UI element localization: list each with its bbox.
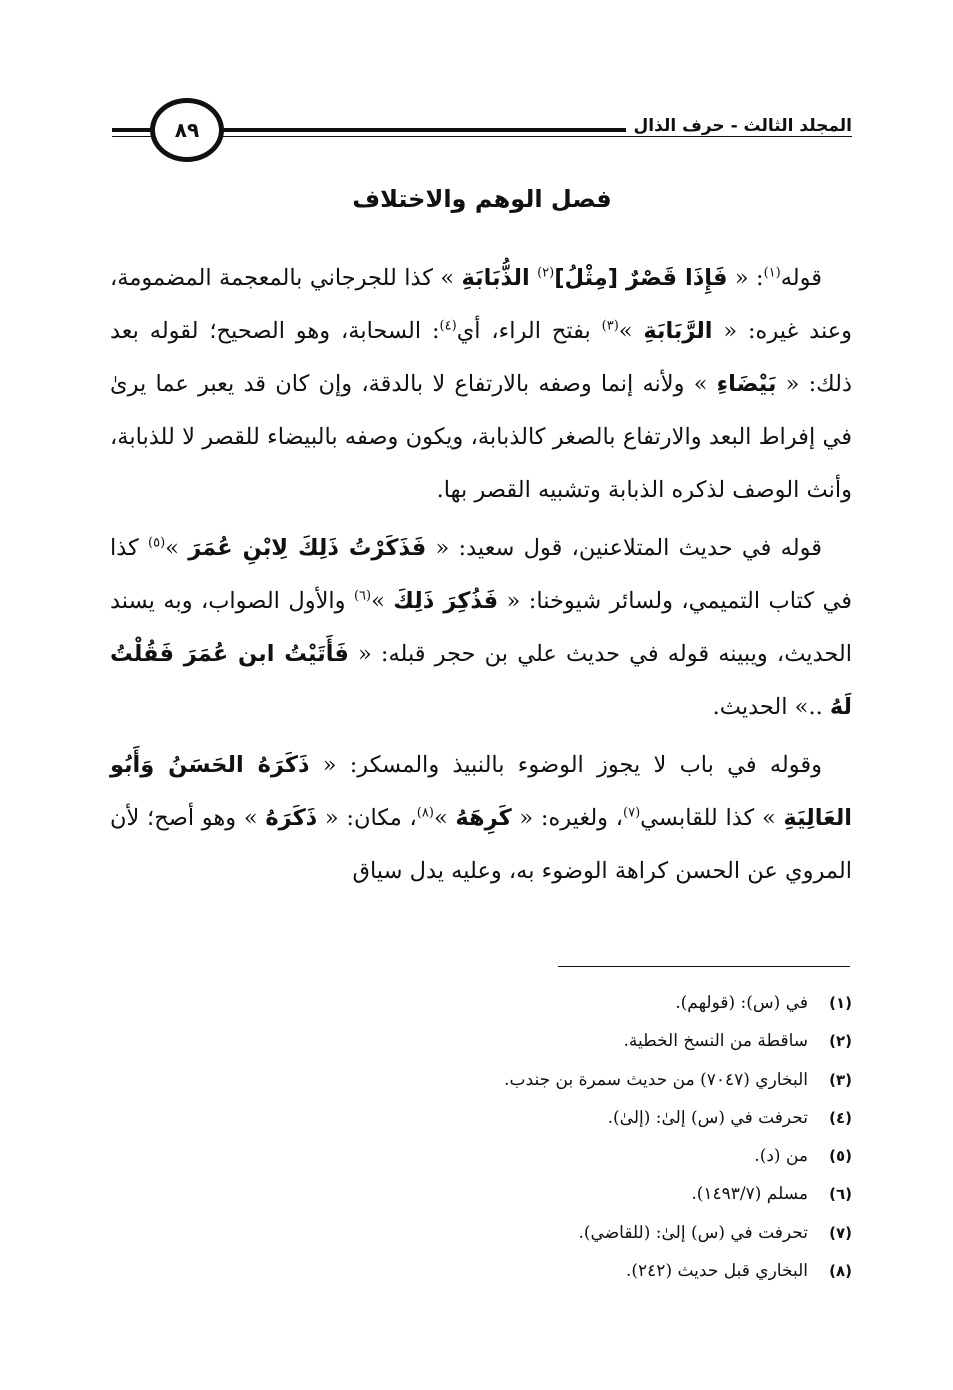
footnote-number: (٨) (829, 1262, 852, 1281)
footnote-ref: (٣) (601, 318, 619, 334)
paragraph (110, 522, 852, 734)
hadith-quote: ذَكَرَهُ (265, 805, 318, 831)
footnote-number: (٥) (829, 1147, 852, 1166)
footnote-text: ساقطة من النسخ الخطية. (623, 1031, 808, 1052)
text-run: ..» الحديث. (712, 694, 830, 720)
footnote-number: (٧) (829, 1223, 852, 1242)
footnote-list (152, 984, 852, 1290)
footnote-text: مسلم (١٤٩٣/٧). (691, 1184, 808, 1205)
footnote-text: البخاري (٧٠٤٧) من حديث سمرة بن جندب. (504, 1069, 808, 1090)
footnote-item (152, 1061, 852, 1099)
hadith-quote: كَرِهَهُ (455, 805, 512, 831)
hadith-quote: الذُّبَابَةِ (461, 265, 530, 291)
text-run: » (433, 805, 456, 831)
footnote-item (152, 1214, 852, 1252)
text-run: والأول الصواب، وبه يسند الحديث، ويبينه قوله في حديث علي بن حجر قبله: « (110, 588, 852, 667)
footnote-text: من (د). (754, 1146, 808, 1167)
footnote-number: (٤) (829, 1108, 852, 1127)
footnote-text: في (س): (قولهم). (675, 993, 808, 1013)
text-run: » كذا للجرجاني بالمعجمة المضمومة، وعند غيره: « (110, 265, 853, 344)
text-run: » (618, 318, 644, 344)
footnote-number: (١) (829, 994, 852, 1012)
text-run: ، مكان: « (317, 805, 417, 831)
text-run: وقوله في باب لا يجوز الوضوء بالنبيذ والمسكر: « (309, 752, 822, 778)
page-number: ٨٩ (174, 118, 200, 142)
text-run: » (371, 588, 394, 614)
text-run: » وهو أصح؛ لأن المروي عن الحسن كراهة الوضوء به، وعليه يدل سياق (110, 805, 852, 884)
footnote-text: تحرفت في (س) إلىٰ: (إلىٰ). (607, 1107, 808, 1128)
text-run: قوله (780, 265, 823, 291)
page-header (112, 92, 852, 172)
text-run: ، ولغيره: « (511, 805, 624, 831)
footnote-number: (٦) (829, 1185, 852, 1204)
text-run: قوله في حديث المتلاعنين، قول سعيد: « (426, 535, 822, 561)
hadith-quote: بَيْضَاءِ (716, 371, 777, 397)
footnote-ref: (٧) (623, 805, 641, 821)
footnote-item (152, 1175, 852, 1213)
footnote-item (152, 1022, 852, 1060)
paragraph (110, 739, 852, 898)
footnote-item (152, 1252, 852, 1290)
running-head: المجلد الثالث - حرف الذال (626, 116, 852, 136)
hadith-quote: فَذُكِرَ ذَلِكَ (393, 588, 499, 614)
hadith-quote: فَذَكَرْتُ ذَلِكَ لِابْنِ عُمَرَ (188, 535, 427, 561)
page-number-badge (150, 98, 224, 162)
footnote-ref: (٦) (353, 588, 372, 604)
footnote-ref: (٢) (537, 265, 555, 281)
text-run: : السحابة، وهو الصحيح؛ لقوله بعد ذلك: « (110, 318, 852, 397)
hadith-quote: الرَّبَابَةِ (643, 318, 713, 344)
text-run (530, 265, 537, 291)
text-run: : « (727, 265, 764, 291)
footnote-number: (٢) (829, 1032, 852, 1051)
footnote-text: تحرفت في (س) إلىٰ: (للقاضي). (578, 1222, 808, 1243)
footnote-ref: (١) (763, 265, 781, 281)
footnote-item (152, 1099, 852, 1137)
footnote-item (152, 984, 852, 1022)
text-run: » ولأنه إنما وصفه بالارتفاع لا بالدقة، وإن كان قد يعبر عما يرىٰ في إفراط البعد والارتفاع بالصغر كالذبابة، ويكون وصفه بالبيضاء للقصر لا للذبابة، وأنث الوصف لذكره الذبابة وتشبيه القصر بها. (110, 371, 852, 503)
text-run: بفتح الراء، أي (456, 318, 602, 344)
hadith-quote: فَإِذَا قَصْرٌ [مِثْلُ] (554, 265, 728, 291)
section-title: فصل الوهم والاختلاف (352, 185, 612, 213)
footnote-separator (558, 966, 850, 967)
hadith-quote: فَأَتَيْتُ ابن عُمَرَ فَقُلْتُ لَهُ (110, 641, 852, 720)
footnote-text: البخاري قبل حديث (٢٤٢). (626, 1261, 808, 1282)
footnote-item (152, 1137, 852, 1175)
footnote-ref: (٨) (416, 805, 434, 821)
footnote-ref: (٥) (148, 535, 166, 551)
text-run: » (165, 535, 189, 561)
paragraph (110, 252, 852, 517)
footnote-number: (٣) (829, 1070, 852, 1089)
footnote-ref: (٤) (439, 318, 457, 334)
text-run: » كذا للقابسي (640, 805, 784, 831)
body-text (110, 252, 852, 903)
text-run: كذا في كتاب التميمي، ولسائر شيوخنا: « (110, 535, 853, 614)
hadith-quote: ذَكَرَهُ الحَسَنُ وَأَبُو العَالِيَةِ (110, 752, 853, 831)
